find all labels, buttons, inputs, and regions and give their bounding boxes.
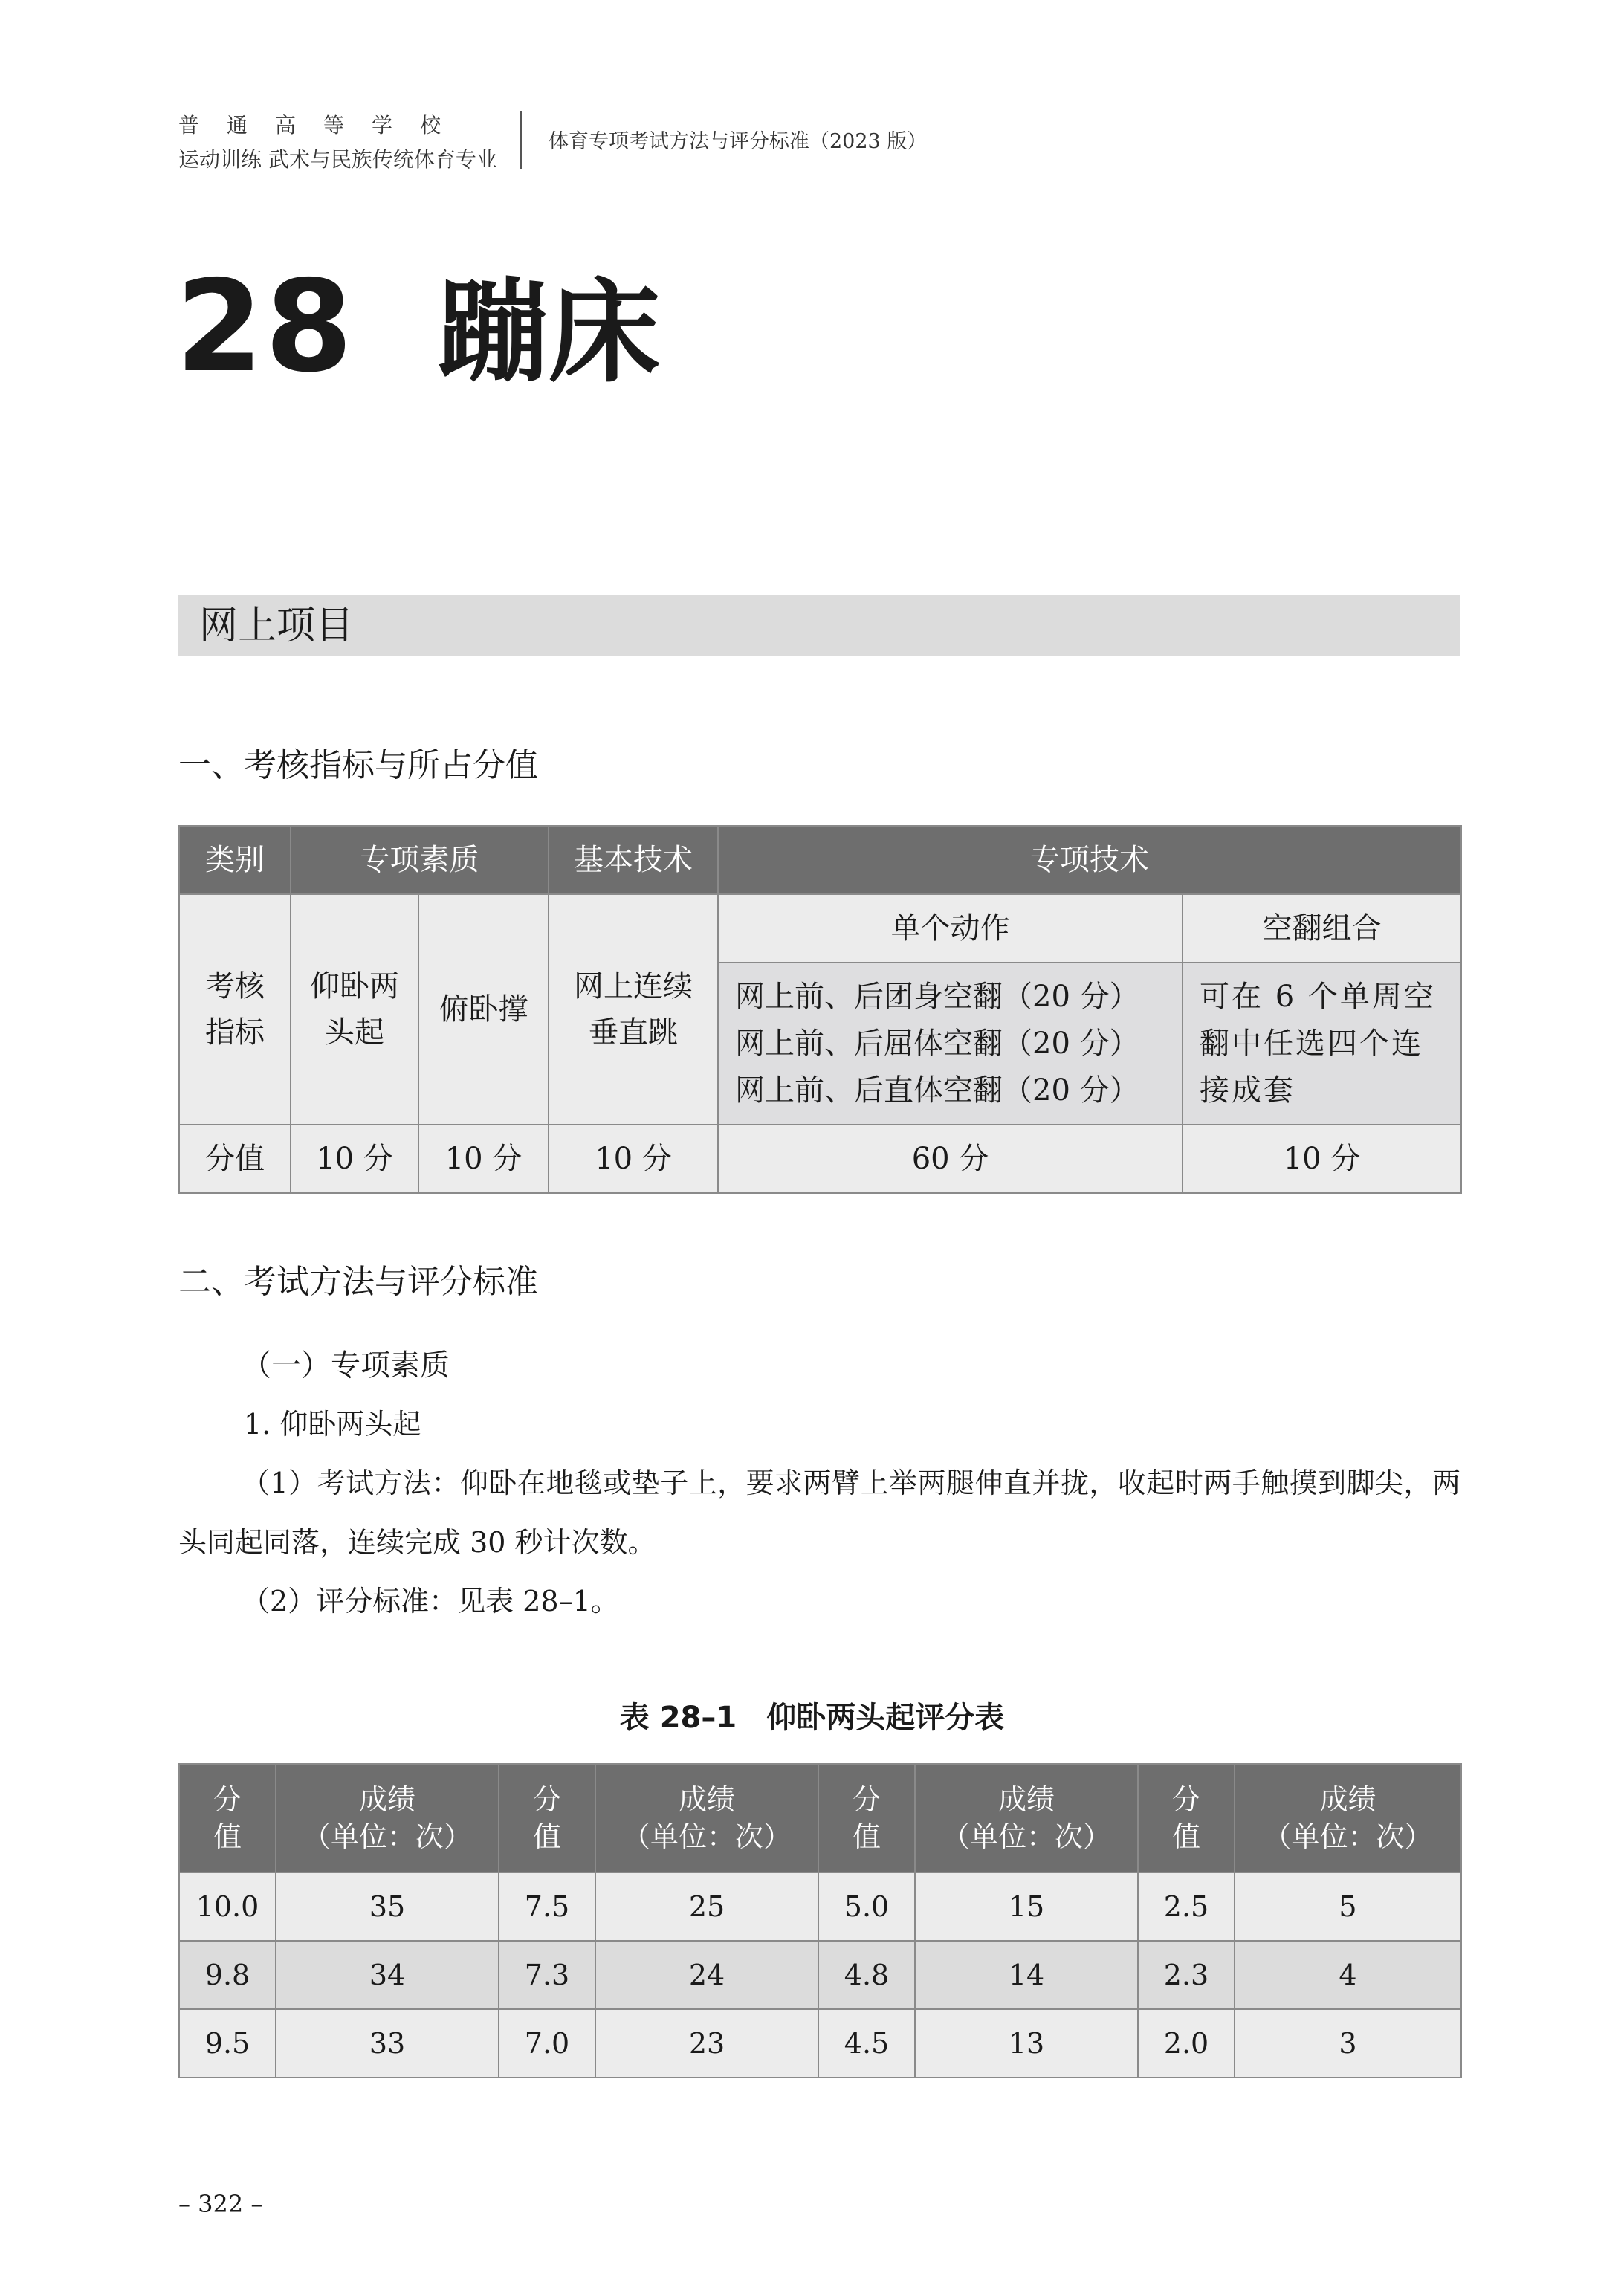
running-header-left (178, 109, 513, 177)
cell-combo-text: 可在 6 个单周空翻中任选四个连接成套 (1183, 963, 1461, 1125)
item-1-text: 仰卧两头起 (310, 969, 399, 1050)
th-score-text: 分值 (852, 1783, 881, 1853)
th-quality: 专项素质 (291, 826, 549, 894)
th-score-text: 分值 (532, 1783, 561, 1853)
table-caption: 表 28–1 仰卧两头起评分表 (619, 1701, 1005, 1735)
cell-score-1: 10 分 (291, 1125, 418, 1193)
cell-score-3: 10 分 (549, 1125, 718, 1193)
score-cell: 9.8 (179, 1941, 276, 2009)
result-cell: 23 (595, 2009, 818, 2078)
th-result-unit: （单位：次） (302, 1820, 472, 1853)
cell-combo-header: 空翻组合 (1183, 894, 1461, 963)
cell-item-1 (291, 894, 418, 1125)
th-category: 类别 (179, 826, 291, 894)
cell-score-2: 10 分 (418, 1125, 549, 1193)
score-cell: 4.5 (818, 2009, 915, 2078)
item-heading-situp: 1. 仰卧两头起 (244, 1408, 421, 1441)
score-cell: 7.0 (499, 2009, 595, 2078)
single-line-2: 网上前、后屈体空翻（20 分） (735, 1026, 1139, 1061)
table-row (179, 1941, 1461, 2009)
table-row (179, 2009, 1461, 2078)
result-cell: 4 (1235, 1941, 1461, 2009)
th-result-3 (915, 1764, 1138, 1872)
th-result-label: 成绩 (997, 1783, 1055, 1816)
header-line-1: 普通高等学校 (178, 113, 469, 138)
th-special: 专项技术 (718, 826, 1461, 894)
result-cell: 35 (276, 1872, 499, 1941)
chapter-number: 28 (175, 253, 355, 401)
heading-part-1: 一、考核指标与所占分值 (178, 746, 538, 784)
single-line-1: 网上前、后团身空翻（20 分） (735, 979, 1139, 1014)
th-score-text: 分值 (213, 1783, 242, 1853)
score-cell: 10.0 (179, 1872, 276, 1941)
method-paragraph: （1）考试方法：仰卧在地毯或垫子上，要求两臂上举两腿伸直并拢，收起时两手触摸到脚尖，两头同起同落，连续完成 30 秒计次数。 (178, 1467, 1460, 1559)
criteria-paragraph: （2）评分标准：见表 28–1。 (242, 1585, 619, 1617)
chapter-title: 蹦床 (437, 268, 661, 398)
header-divider (520, 111, 522, 169)
single-line-3: 网上前、后直体空翻（20 分） (735, 1073, 1139, 1108)
table-row (179, 1872, 1461, 1941)
result-cell: 15 (915, 1872, 1138, 1941)
score-cell: 5.0 (818, 1872, 915, 1941)
result-cell: 24 (595, 1941, 818, 2009)
result-cell: 5 (1235, 1872, 1461, 1941)
th-score-2 (499, 1764, 595, 1872)
cell-score-4: 60 分 (718, 1125, 1183, 1193)
score-cell: 7.5 (499, 1872, 595, 1941)
th-basic: 基本技术 (549, 826, 718, 894)
cell-indicator-label (179, 894, 291, 1125)
score-cell: 4.8 (818, 1941, 915, 2009)
cell-item-3 (549, 894, 718, 1125)
subheading-quality: （一）专项素质 (242, 1348, 450, 1383)
th-score-text: 分值 (1171, 1783, 1200, 1853)
score-cell: 2.0 (1138, 2009, 1235, 2078)
score-cell: 7.3 (499, 1941, 595, 2009)
cell-single-list (718, 963, 1183, 1125)
section-band (178, 595, 1460, 656)
score-cell: 2.5 (1138, 1872, 1235, 1941)
running-header-right: 体育专项考试方法与评分标准（2023 版） (549, 130, 928, 153)
th-result-unit: （单位：次） (941, 1820, 1111, 1853)
score-cell: 2.3 (1138, 1941, 1235, 2009)
result-cell: 33 (276, 2009, 499, 2078)
situp-score-table (178, 1763, 1462, 2078)
heading-part-2: 二、考试方法与评分标准 (178, 1263, 538, 1301)
th-score-4 (1138, 1764, 1235, 1872)
page-number: – 322 – (178, 2190, 263, 2218)
result-cell: 25 (595, 1872, 818, 1941)
th-result-unit: （单位：次） (621, 1820, 792, 1853)
indicator-table (178, 825, 1462, 1194)
cell-single-header: 单个动作 (718, 894, 1183, 963)
result-cell: 34 (276, 1941, 499, 2009)
header-line-2: 运动训练 武术与民族传统体育专业 (178, 147, 497, 172)
section-title: 网上项目 (199, 604, 355, 648)
cell-score-5: 10 分 (1183, 1125, 1461, 1193)
th-result-label: 成绩 (1319, 1783, 1376, 1816)
th-result-label: 成绩 (678, 1783, 735, 1816)
th-result-unit: （单位：次） (1263, 1820, 1433, 1853)
th-score-1 (179, 1764, 276, 1872)
th-result-2 (595, 1764, 818, 1872)
th-result-1 (276, 1764, 499, 1872)
item-3-text: 网上连续垂直跳 (574, 969, 693, 1050)
result-cell: 14 (915, 1941, 1138, 2009)
result-cell: 13 (915, 2009, 1138, 2078)
th-result-4 (1235, 1764, 1461, 1872)
th-result-label: 成绩 (358, 1783, 415, 1816)
cell-item-2: 俯卧撑 (418, 894, 549, 1125)
cell-score-label: 分值 (179, 1125, 291, 1193)
indicator-label-text: 考核指标 (205, 969, 265, 1050)
th-score-3 (818, 1764, 915, 1872)
result-cell: 3 (1235, 2009, 1461, 2078)
score-cell: 9.5 (179, 2009, 276, 2078)
